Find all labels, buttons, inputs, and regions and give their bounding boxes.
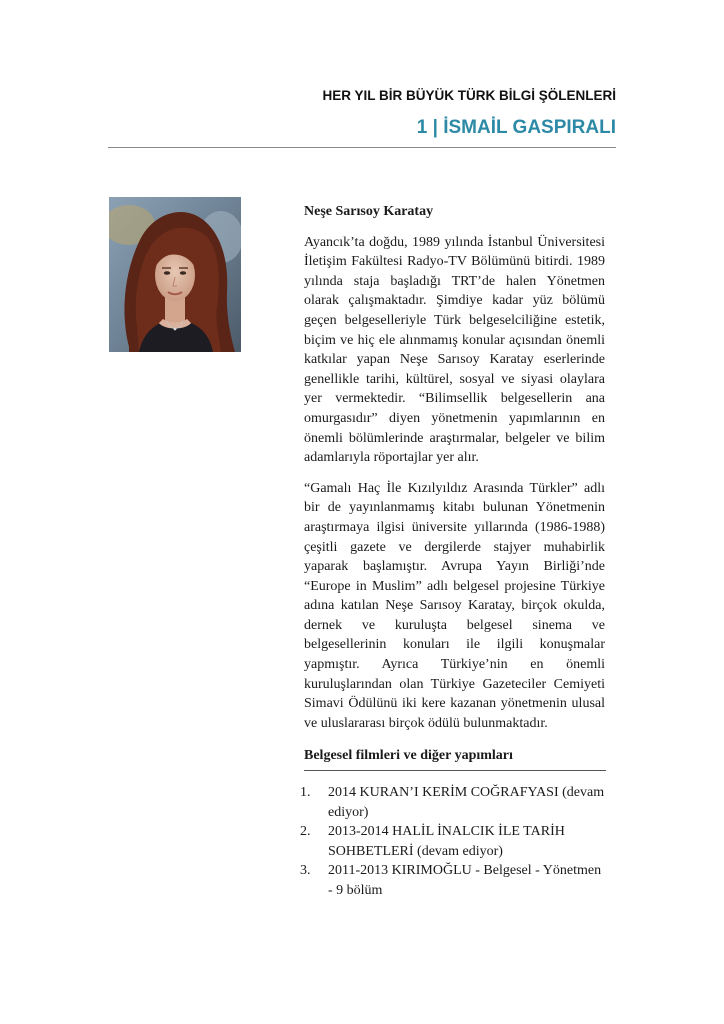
bio-paragraph-2: “Gamalı Haç İle Kızılyıldız Arasında Türkler” adlı bir de yayınlanmamış kitabı bulunan Yönetmenin araştırmaya ilgisi üniversite yıllarında (1986-1988) çeşitli gazete ve dergilerde stajyer muhabirlik yaparak başlamıştır. Avrupa Yayın Birliği’nde “Europe in Muslim” adlı belgesel projesine Türkiye adına katılan Neşe Sarısoy Karatay, birçok okulda, dernek ve kuruluşta belgesel sinema ve belgesellerinin konuları ile ilgili konuşmalar yapmıştır. Ayrıca Türkiye’nin en önemli kuruluşlarından olan Türkiye Gazeteciler Cemiyeti Simavi Ödülünü iki kere kazanan yönetmenin ulusal ve uluslararası birçok ödülü bulunmaktadır. [304,480,605,731]
bio-paragraph-1: Ayancık’ta doğdu, 1989 yılında İstanbul Üniversitesi İletişim Fakültesi Radyo-TV Bölümünü bitirdi. 1989 yılında staja başladığı TRT’de halen Yönetmen olarak çalışmaktadır. Şimdiye kadar yüz bölümü geçen belgeselleriyle Türk belgeselciliğine estetik, biçim ve hiç ele alınmamış konular açısından önemli katkılar yapan Neşe Sarısoy Karatay eserlerinde genellikle tarihi, kültürel, sosyal ve siyasi olaylara yer vermektedir. “Bilimsellik belgesellerin ana omurgasıdır” diyen yönetmenin yapımlarının en önemli bölümlerinde araştırmalar, belgeler ve bilim adamlarıyla röportajlar yer alır. [304,234,605,466]
author-name: Neşe Sarısoy Karatay [304,204,434,219]
header-divider [108,147,616,148]
chapter-title: 1 | İSMAİL GASPIRALI [416,117,616,138]
list-item [300,783,605,822]
list-item-number: 3. [300,863,311,879]
biography-column [300,202,605,901]
list-item [300,822,605,861]
author-portrait-photo [109,197,241,352]
works-list [300,783,605,901]
list-item-text: 2014 KURAN’I KERİM COĞRAFYASI (devam ediyor) [328,785,605,820]
list-item-text: 2013-2014 HALİL İNALCIK İLE TARİH SOHBETLERİ (devam ediyor) [328,824,565,859]
series-title: HER YIL BİR BÜYÜK TÜRK BİLGİ ŞÖLENLERİ [322,88,616,103]
list-item [300,861,605,900]
list-item-number: 1. [300,785,311,801]
list-item-number: 2. [300,824,311,840]
works-section-title: Belgesel filmleri ve diğer yapımları [304,746,606,771]
list-item-text: 2011-2013 KIRIMOĞLU - Belgesel - Yönetmen - 9 bölüm [328,863,602,898]
